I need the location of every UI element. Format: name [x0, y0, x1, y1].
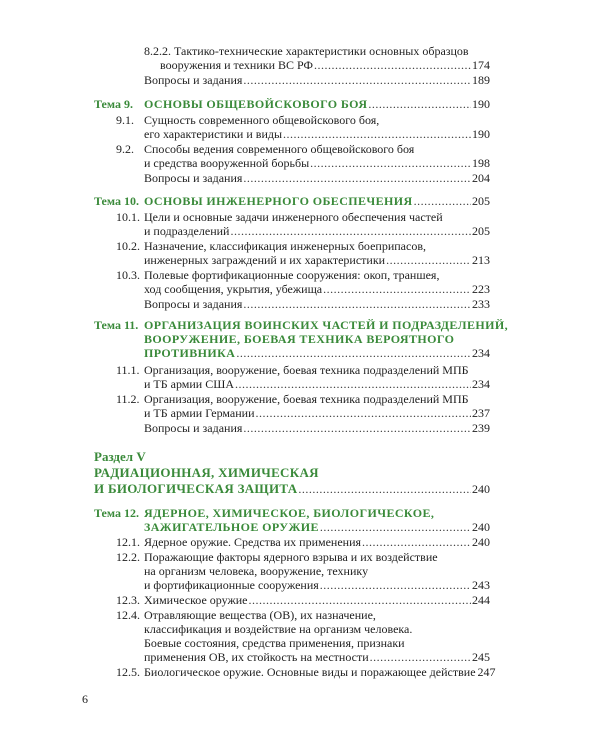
page-ref: 213 — [472, 253, 490, 267]
entry-num: 12.4. — [116, 608, 140, 622]
toc-entry-12-4-line2[interactable] — [144, 622, 490, 636]
toc-topic-11-line1[interactable] — [94, 318, 508, 332]
entry-num: 11.1. — [116, 363, 140, 377]
leader-dots — [362, 535, 471, 549]
entry-text: Тактико-технические характеристики основных образцов — [174, 44, 469, 58]
leader-dots — [370, 650, 471, 664]
page-ref: 234 — [472, 377, 490, 391]
leader-dots — [298, 482, 471, 497]
entry-text: Организация, вооружение, боевая техника подразделений МПБ — [144, 363, 469, 377]
toc-entry-10-1-line2[interactable] — [144, 224, 490, 238]
entry-num: 10.1. — [116, 210, 140, 224]
toc-questions-9[interactable] — [144, 171, 490, 185]
toc-questions-8[interactable] — [144, 73, 490, 87]
toc-entry-8-2-2-line2[interactable] — [160, 58, 490, 72]
entry-text: Биологическое оружие. Основные виды и поражающее действие — [144, 665, 476, 679]
topic-title: ОСНОВЫ ИНЖЕНЕРНОГО ОБЕСПЕЧЕНИЯ — [144, 194, 413, 208]
topic-label: Тема 10. — [94, 194, 139, 208]
topic-title: ОРГАНИЗАЦИЯ ВОИНСКИХ ЧАСТЕЙ И ПОДРАЗДЕЛЕНИЙ, — [144, 318, 508, 332]
toc-entry-10-2-line1[interactable] — [116, 239, 490, 253]
toc-entry-10-3-line1[interactable] — [116, 268, 490, 282]
entry-text: Вопросы и задания — [144, 171, 243, 185]
entry-num: 12.5. — [116, 665, 140, 679]
toc-entry-9-1-line1[interactable] — [116, 113, 490, 127]
entry-text: Вопросы и задания — [144, 297, 243, 311]
entry-text: Полевые фортификационные сооружения: окоп, траншея, — [144, 268, 440, 282]
entry-num: 8.2.2. — [144, 44, 171, 58]
entry-text: Боевые состояния, средства применения, признаки — [144, 636, 405, 650]
page-ref: 237 — [472, 406, 490, 420]
page-ref: 239 — [472, 421, 490, 435]
entry-text: Отравляющие вещества (ОВ), их назначение, — [144, 608, 376, 622]
entry-text: Сущность современного общевойскового боя, — [144, 113, 380, 127]
page-ref: 243 — [472, 578, 490, 592]
topic-title: ОСНОВЫ ОБЩЕВОЙСКОВОГО БОЯ — [144, 97, 368, 111]
page-ref: 204 — [472, 171, 490, 185]
toc-entry-12-2-line1[interactable] — [116, 550, 490, 564]
page-ref: 244 — [472, 593, 490, 607]
toc-entry-12-2-line3[interactable] — [144, 578, 490, 592]
topic-label: Тема 9. — [94, 97, 133, 111]
leader-dots — [235, 377, 471, 391]
leader-dots — [243, 297, 471, 311]
entry-num: 9.1. — [116, 113, 134, 127]
entry-text: на организм человека, вооружение, технику — [144, 564, 369, 578]
topic-title: ПРОТИВНИКА — [144, 346, 236, 360]
toc-entry-9-2-line2[interactable] — [144, 156, 490, 170]
entry-text: Ядерное оружие. Средства их применения — [144, 535, 362, 549]
entry-text: и подразделений — [144, 224, 230, 238]
toc-topic-12-line1[interactable] — [94, 506, 490, 520]
entry-text: Вопросы и задания — [144, 73, 243, 87]
entry-text: Организация, вооружение, боевая техника подразделений МПБ — [144, 392, 469, 406]
toc-entry-12-5[interactable] — [116, 665, 496, 679]
page-ref: 233 — [472, 297, 490, 311]
toc-entry-12-3[interactable] — [116, 593, 490, 607]
entry-text: инженерных заграждений и их характеристики — [144, 253, 386, 267]
page-ref: 223 — [472, 282, 490, 296]
toc-entry-11-1-line2[interactable] — [144, 377, 490, 391]
leader-dots — [414, 194, 471, 208]
leader-dots — [249, 593, 471, 607]
leader-dots — [256, 406, 472, 420]
page-ref: 189 — [472, 73, 490, 87]
toc-topic-12-line2[interactable] — [144, 520, 490, 534]
entry-num: 10.2. — [116, 239, 140, 253]
toc-entry-12-4-line1[interactable] — [116, 608, 490, 622]
page-ref: 240 — [472, 482, 490, 496]
entry-text: классификация и воздействие на организм человека. — [144, 622, 413, 636]
page-number: 6 — [82, 692, 88, 706]
toc-topic-10[interactable] — [94, 194, 490, 208]
page-ref: 198 — [472, 156, 490, 170]
page-ref: 245 — [472, 650, 490, 664]
entry-text: применения ОВ, их стойкость на местности — [144, 650, 369, 664]
entry-num: 12.2. — [116, 550, 140, 564]
leader-dots — [320, 578, 471, 592]
entry-text: и ТБ армии Германии — [144, 406, 255, 420]
leader-dots — [236, 346, 471, 360]
toc-questions-10[interactable] — [144, 297, 490, 311]
entry-text: Способы ведения современного общевойскового боя — [144, 142, 415, 156]
section-title-line2[interactable] — [94, 481, 490, 497]
entry-num: 12.1. — [116, 535, 140, 549]
leader-dots — [310, 156, 471, 170]
leader-dots — [320, 520, 471, 534]
page-ref: 247 — [477, 665, 496, 679]
topic-label: Тема 12. — [94, 506, 139, 520]
entry-text: вооружения и техники ВС РФ — [160, 58, 313, 72]
page-ref: 205 — [472, 224, 490, 238]
topic-title: ЗАЖИГАТЕЛЬНОЕ ОРУЖИЕ — [144, 520, 319, 534]
toc-entry-10-3-line2[interactable] — [144, 282, 490, 296]
toc-entry-12-1[interactable] — [116, 535, 490, 549]
section-title-line1[interactable]: РАДИАЦИОННАЯ, ХИМИЧЕСКАЯ — [94, 465, 319, 480]
toc-entry-9-2-line1[interactable] — [116, 142, 490, 156]
leader-dots — [243, 421, 471, 435]
toc-entry-12-4-line3[interactable] — [144, 636, 490, 650]
leader-dots — [230, 224, 471, 238]
toc-topic-11-line3[interactable] — [144, 346, 490, 360]
entry-num: 12.3. — [116, 593, 140, 607]
toc-entry-8-2-2-line1[interactable] — [144, 44, 490, 58]
toc-entry-11-1-line1[interactable] — [116, 363, 490, 377]
entry-text: Вопросы и задания — [144, 421, 243, 435]
entry-text: и фортификационные сооружения — [144, 578, 319, 592]
section-label: Раздел V — [94, 449, 146, 464]
toc-topic-11-line2[interactable] — [144, 332, 490, 346]
entry-text: Цели и основные задачи инженерного обеспечения частей — [144, 210, 443, 224]
toc-topic-9[interactable] — [94, 97, 490, 111]
page-ref: 174 — [472, 58, 490, 72]
leader-dots — [314, 58, 471, 72]
entry-text: и средства вооруженной борьбы — [144, 156, 310, 170]
topic-title: ВООРУЖЕНИЕ, БОЕВАЯ ТЕХНИКА ВЕРОЯТНОГО — [144, 332, 455, 346]
toc-entry-10-1-line1[interactable] — [116, 210, 490, 224]
topic-label: Тема 11. — [94, 318, 139, 332]
entry-text: Поражающие факторы ядерного взрыва и их воздействие — [144, 550, 438, 564]
leader-dots — [323, 282, 471, 296]
toc-entry-10-2-line2[interactable] — [144, 253, 490, 267]
entry-num: 9.2. — [116, 142, 134, 156]
page-ref: 240 — [472, 535, 490, 549]
toc-entry-11-2-line1[interactable] — [116, 392, 490, 406]
page-ref: 190 — [472, 127, 490, 141]
toc-entry-12-2-line2[interactable] — [144, 564, 490, 578]
entry-num: 11.2. — [116, 392, 140, 406]
toc-questions-11[interactable] — [144, 421, 490, 435]
entry-text: Назначение, классификация инженерных боеприпасов, — [144, 239, 426, 253]
leader-dots — [368, 97, 471, 111]
entry-text: и ТБ армии США — [144, 377, 234, 391]
page-ref: 190 — [472, 97, 490, 111]
toc-entry-12-4-line4[interactable] — [144, 650, 490, 664]
leader-dots — [243, 171, 471, 185]
entry-num: 10.3. — [116, 268, 140, 282]
leader-dots — [386, 253, 471, 267]
page-ref: 240 — [472, 520, 490, 534]
entry-text: Химическое оружие — [144, 593, 248, 607]
entry-text: ход сообщения, укрытия, убежища — [144, 282, 323, 296]
leader-dots — [243, 73, 471, 87]
leader-dots — [283, 127, 471, 141]
page-ref: 234 — [472, 346, 490, 360]
toc-entry-9-1-line2[interactable] — [144, 127, 490, 141]
page-ref: 205 — [472, 194, 490, 208]
topic-title: ЯДЕРНОЕ, ХИМИЧЕСКОЕ, БИОЛОГИЧЕСКОЕ, — [144, 506, 435, 520]
toc-entry-11-2-line2[interactable] — [144, 406, 490, 420]
entry-text: его характеристики и виды — [144, 127, 283, 141]
section-title: И БИОЛОГИЧЕСКАЯ ЗАЩИТА — [94, 481, 298, 496]
